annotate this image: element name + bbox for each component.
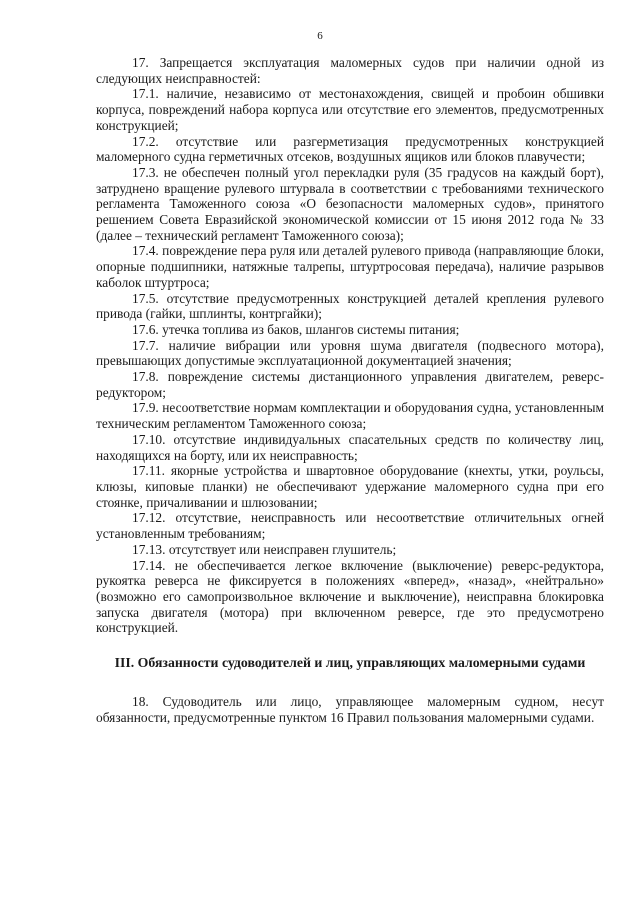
paragraph-17-5: 17.5. отсутствие предусмотренных конструкцией деталей крепления рулевого привода (гайки, шплинты, контргайки); — [96, 290, 604, 322]
paragraph-17-12: 17.12. отсутствие, неисправность или несоответствие отличительных огней установленным требованиям; — [96, 510, 604, 542]
paragraph-17-13: 17.13. отсутствует или неисправен глушитель; — [132, 541, 397, 557]
paragraph-17-11: 17.11. якорные устройства и швартовное оборудование (кнехты, утки, роульсы, клюзы, киповые планки) не обеспечивают удержание маломерного судна при его стоянке, причаливании и шлюзовании; — [96, 463, 604, 510]
paragraph-17-3: 17.3. не обеспечен полный угол перекладки руля (35 градусов на каждый борт), затруднено вращение рулевого штурвала в соответствии с требованиями технического регламента Таможенного союза «О безопасности маломерных судов», принятого решением Совета Евразийской экономической комиссии от 15 июня 2012 года № 33 (далее – технический регламент Таможенного союза); — [96, 164, 604, 243]
document-body — [96, 55, 604, 725]
paragraph-17-6: 17.6. утечка топлива из баков, шлангов системы питания; — [132, 321, 460, 337]
paragraph-17: 17. Запрещается эксплуатация маломерных судов при наличии одной из следующих неисправностей: — [96, 55, 604, 86]
paragraph-17-10: 17.10. отсутствие индивидуальных спасательных средств по количеству лиц, находящихся на борту, или их неисправность; — [96, 431, 604, 463]
paragraph-17-4: 17.4. повреждение пера руля или деталей рулевого привода (направляющие блоки, опорные подшипники, натяжные талрепы, штуртросовая передача), наличие разрывов каболок штуртроса; — [96, 243, 604, 290]
paragraph-17-9: 17.9. несоответствие нормам комплектации и оборудования судна, установленным техническим регламентом Таможенного союза; — [96, 400, 604, 432]
paragraph-17-7: 17.7. наличие вибрации или уровня шума двигателя (подвесного мотора), превышающих допустимые эксплуатационной документацией значения; — [96, 337, 604, 369]
paragraph-17-2: 17.2. отсутствие или разгерметизация предусмотренных конструкцией маломерного судна герметичных отсеков, воздушных ящиков или блоков плавучести; — [96, 133, 604, 165]
page-number: 6 — [317, 30, 323, 42]
section-heading: III. Обязанности судоводителей и лиц, управляющих маломерными судами — [114, 655, 586, 671]
paragraph-17-14: 17.14. не обеспечивается легкое включение (выключение) реверс-редуктора, рукоятка реверса не фиксируется в положениях «вперед», «назад», «нейтрально» (возможно его самопроизвольное включение и выключение), неисправна блокировка запуска двигателя (мотора) при включенном реверсе, где это предусмотрено конструкцией. — [96, 557, 604, 636]
paragraph-17-1: 17.1. наличие, независимо от местонахождения, свищей и пробоин обшивки корпуса, повреждений набора корпуса или отсутствие его элементов, предусмотренных конструкцией; — [96, 86, 604, 133]
paragraph-17-8: 17.8. повреждение системы дистанционного управления двигателем, реверс-редуктором; — [96, 369, 604, 400]
paragraph-18: 18. Судоводитель или лицо, управляющее маломерным судном, несут обязанности, предусмотренные пунктом 16 Правил пользования маломерными судами. — [96, 694, 604, 725]
